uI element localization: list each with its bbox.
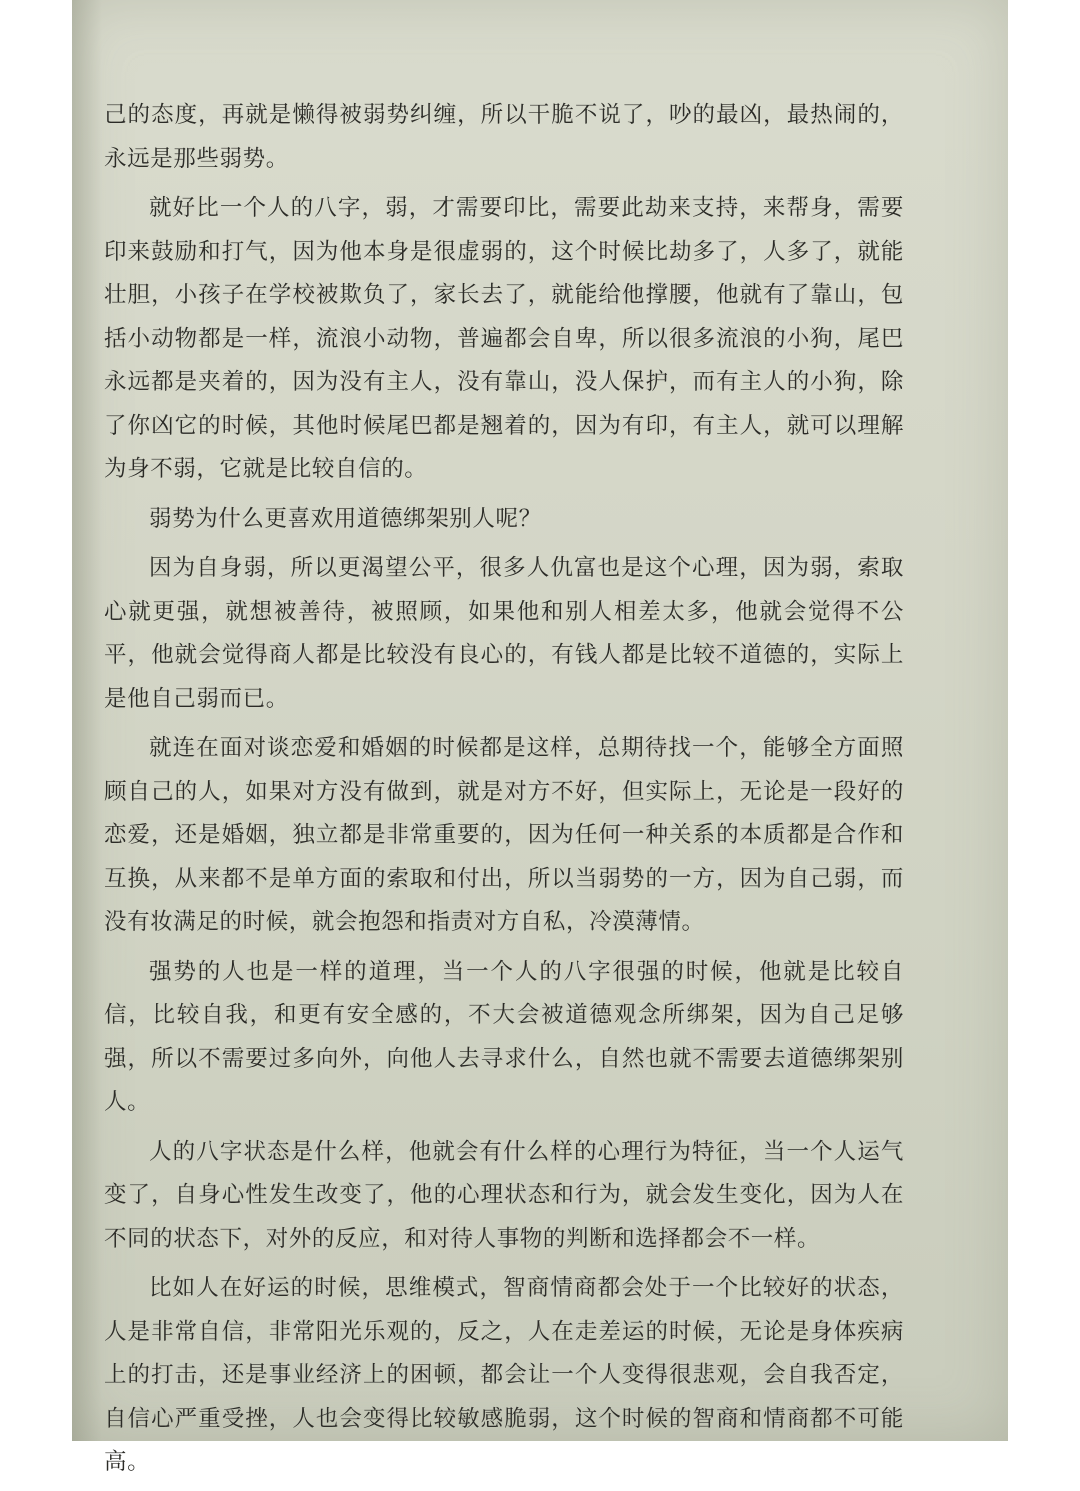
paragraph-question: 弱势为什么更喜欢用道德绑架别人呢？: [149, 505, 542, 532]
paragraph: 强势的人也是一样的道理，当一个人的八字很强的时候，他就是比较自信，比较自我，和更有安全感的，不大会被道德观念所绑架，因为自己足够强，所以不需要过多向外，向他人去寻求什么，自然也就不需要去道德绑架别人。: [104, 958, 904, 1115]
paragraph: 就连在面对谈恋爱和婚姻的时候都是这样，总期待找一个，能够全方面照顾自己的人，如果对方没有做到，就是对方不好，但实际上，无论是一段好的恋爱，还是婚姻，独立都是非常重要的，因为任何一种关系的本质都是合作和互换，从来都不是单方面的索取和付出，所以当弱势的一方，因为自己弱，而没有妆满足的时候，就会抱怨和指责对方自私，冷漠薄情。: [104, 735, 904, 935]
page-text: [104, 94, 904, 1491]
paragraph: 人的八字状态是什么样，他就会有什么样的心理行为特征，当一个人运气变了，自身心性发生改变了，他的心理状态和行为，就会发生变化，因为人在不同的状态下，对外的反应，和对待人事物的判断和选择都会不一样。: [104, 1138, 904, 1252]
page-gutter-shadow: [72, 0, 102, 1441]
paragraph-continuation: 己的态度，再就是懒得被弱势纠缠，所以干脆不说了，吵的最凶，最热闹的，永远是那些弱势。: [104, 102, 904, 172]
paragraph: 比如人在好运的时候，思维模式，智商情商都会处于一个比较好的状态，人是非常自信，非常阳光乐观的，反之，人在走差运的时候，无论是身体疾病上的打击，还是事业经济上的困顿，都会让一个人变得很悲观，会自我否定，自信心严重受挫，人也会变得比较敏感脆弱，这个时候的智商和情商都不可能高。: [104, 1275, 904, 1475]
paragraph: 就好比一个人的八字，弱，才需要印比，需要此劫来支持，来帮身，需要印来鼓励和打气，因为他本身是很虚弱的，这个时候比劫多了，人多了，就能壮胆，小孩子在学校被欺负了，家长去了，就能给他撑腰，他就有了靠山，包括小动物都是一样，流浪小动物，普遍都会自卑，所以很多流浪的小狗，尾巴永远都是夹着的，因为没有主人，没有靠山，没人保护，而有主人的小狗，除了你凶它的时候，其他时候尾巴都是翘着的，因为有印，有主人，就可以理解为身不弱，它就是比较自信的。: [104, 195, 904, 482]
paragraph: 因为自身弱，所以更渴望公平，很多人仇富也是这个心理，因为弱，索取心就更强，就想被善待，被照顾，如果他和别人相差太多，他就会觉得不公平，他就会觉得商人都是比较没有良心的，有钱人都是比较不道德的，实际上是他自己弱而已。: [104, 555, 904, 712]
